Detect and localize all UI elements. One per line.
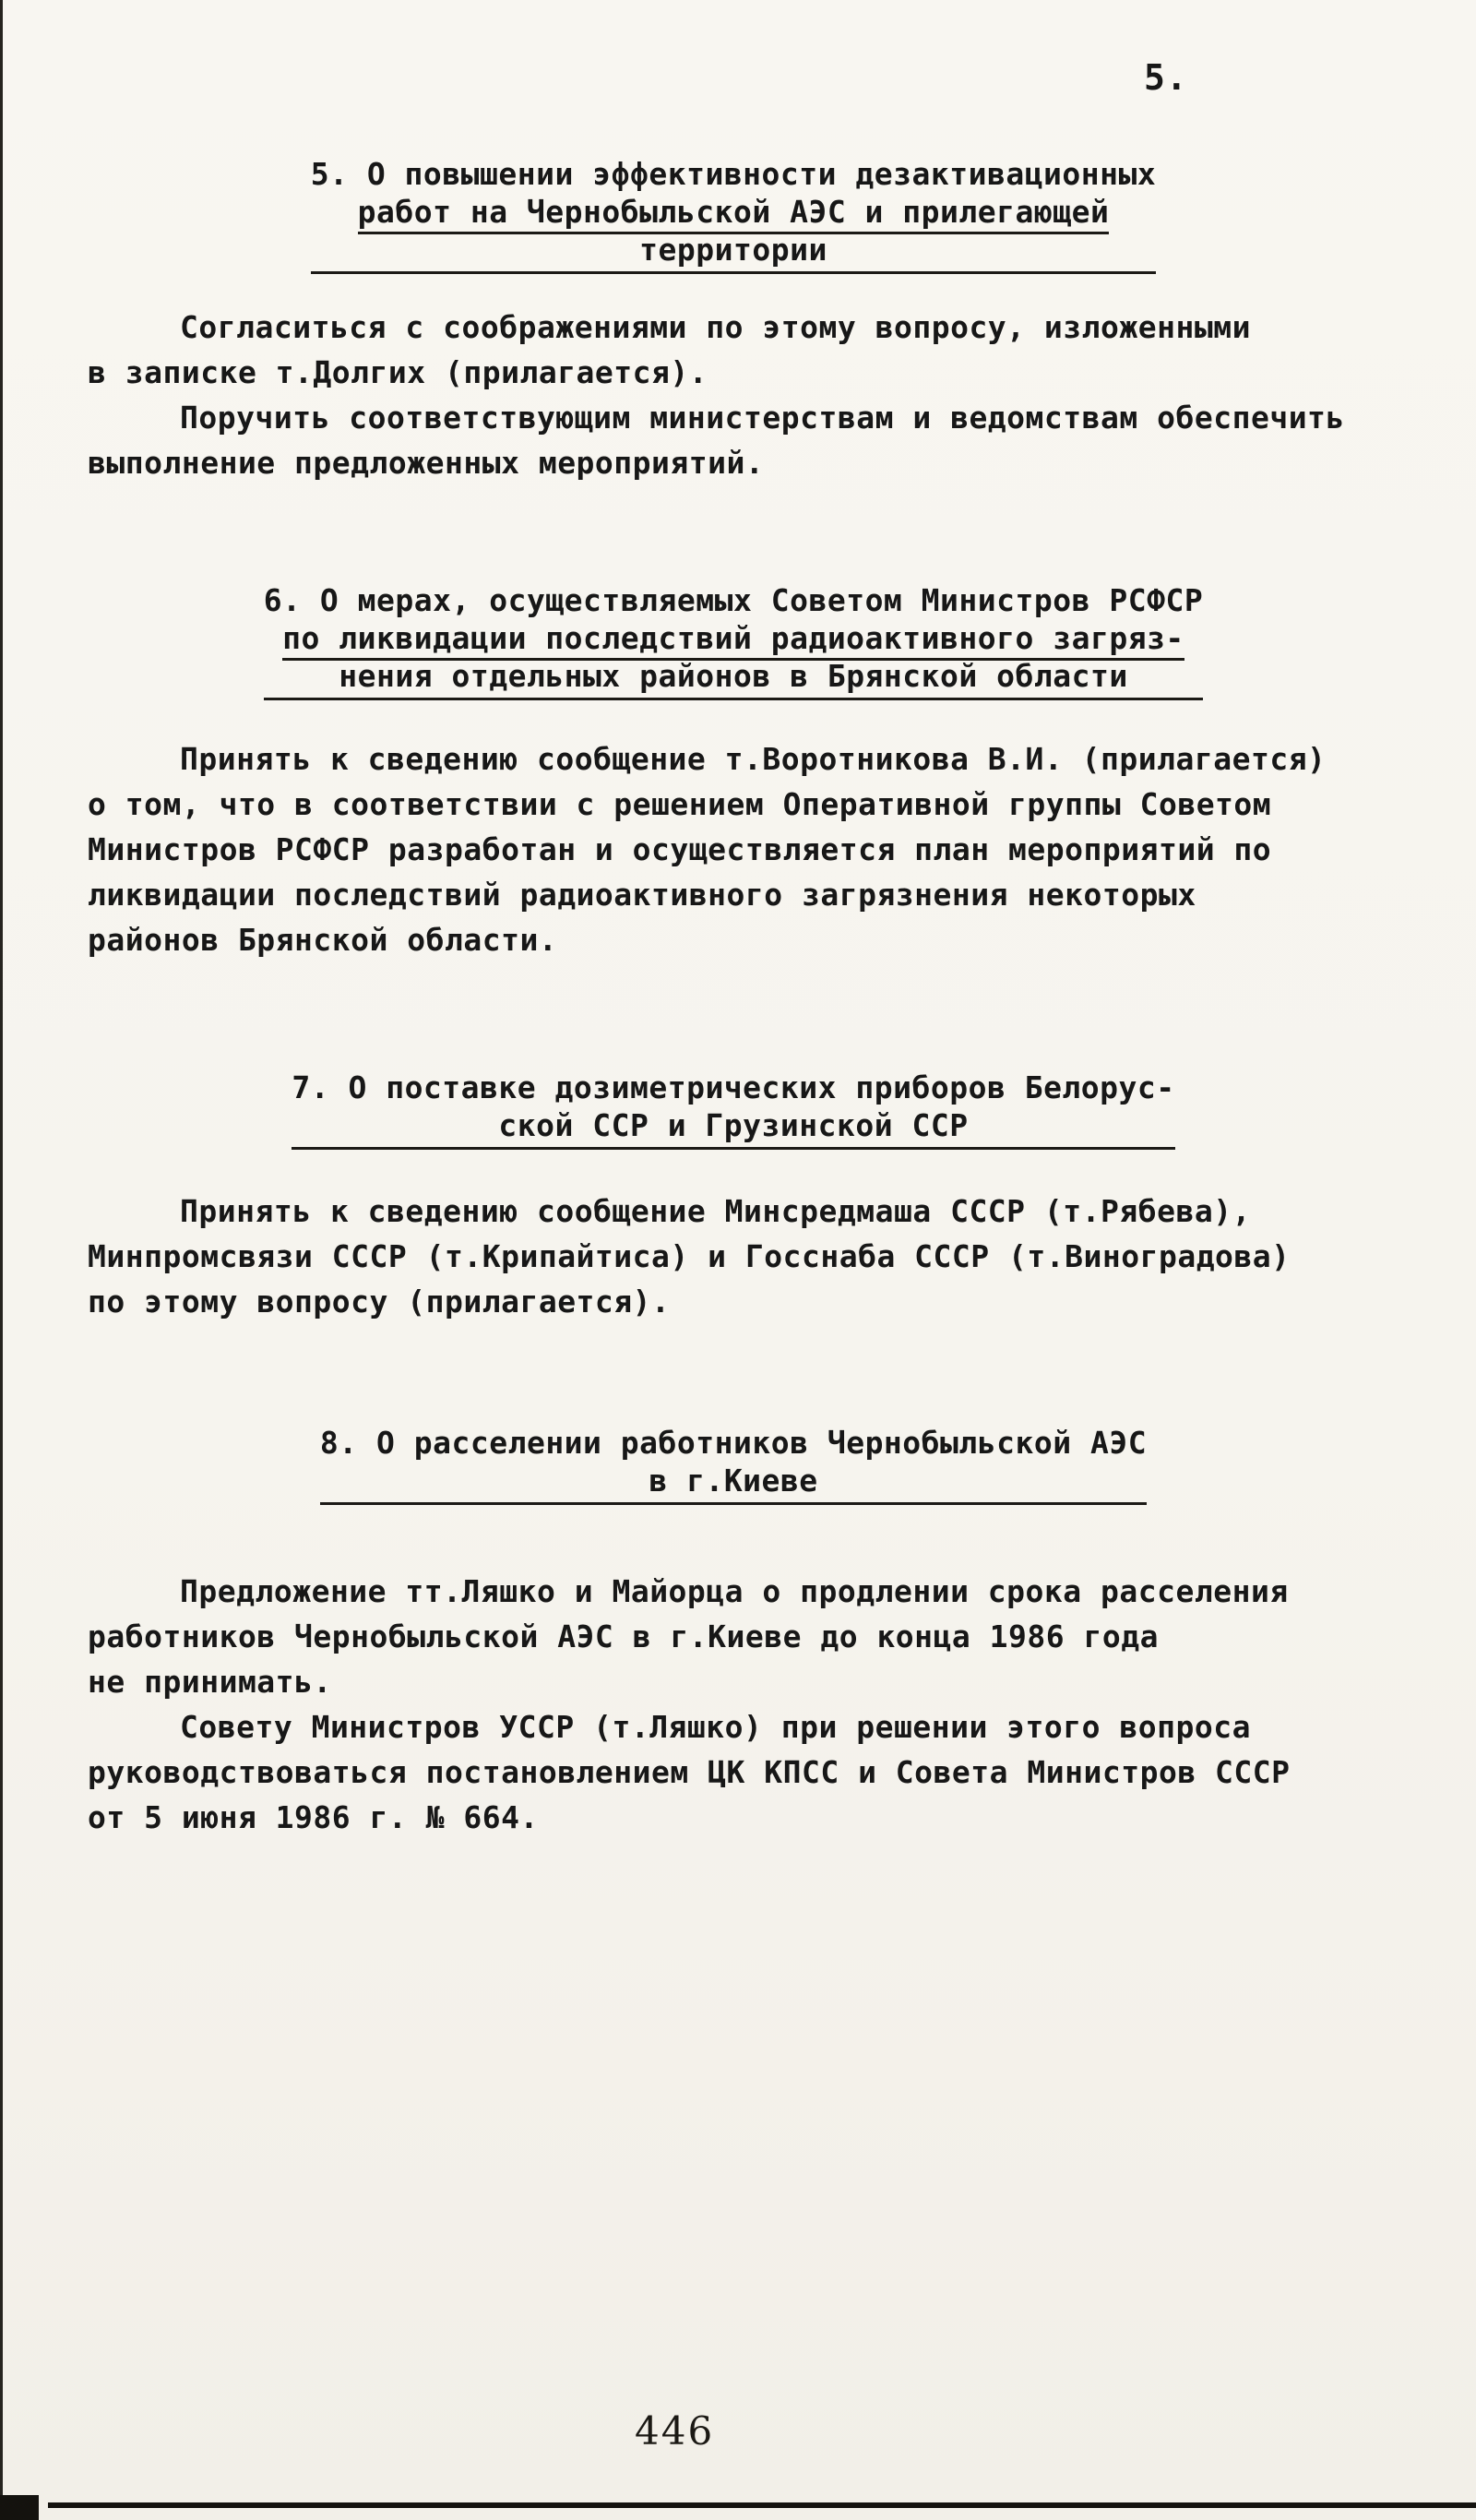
- paragraph: Согласиться с соображениями по этому вопросу, изложенными в записке т.Долгих (прилагается).: [88, 309, 1251, 390]
- heading-line: 7. О поставке дозиметрических приборов Белорус-: [292, 1069, 1175, 1105]
- paragraph: Совету Министров УССР (т.Ляшко) при решении этого вопроса руководствоваться постановлением ЦК КПСС и Совета Министров СССР от 5 июня 1986 г. № 664.: [88, 1709, 1291, 1835]
- heading-line-underlined: в г.Киеве: [320, 1462, 1147, 1505]
- section-8-heading: [0, 1424, 1467, 1505]
- heading-line-underlined: по ликвидации последствий радиоактивного загряз-: [282, 620, 1184, 661]
- paragraph: Принять к сведению сообщение т.Воротникова В.И. (прилагается) о том, что в соответствии с решением Оперативной группы Советом Министров РСФСР разработан и осуществляется план мероприятий по ликвидации последствий радиоактивного загрязнения некоторых районов Брянской области.: [88, 741, 1327, 958]
- paragraph: Предложение тт.Ляшко и Майорца о продлении срока расселения работников Чернобыльской АЭС в г.Киеве до конца 1986 года не принимать.: [88, 1573, 1289, 1700]
- scan-corner-bottom-left: [0, 2495, 39, 2520]
- scan-edge-left: [0, 0, 3, 2520]
- section-7-body: [88, 1188, 1407, 1324]
- heading-line-underlined: работ на Чернобыльской АЭС и прилегающей: [358, 194, 1110, 234]
- corner-page-number: 5.: [1144, 57, 1188, 98]
- section-8-body: [88, 1569, 1407, 1840]
- heading-line-underlined: территории: [311, 231, 1157, 274]
- heading-line-underlined: нения отдельных районов в Брянской области: [264, 657, 1203, 700]
- section-6-body: [88, 736, 1407, 962]
- heading-line: 8. О расселении работников Чернобыльской АЭС: [319, 1425, 1148, 1461]
- heading-line: 6. О мерах, осуществляемых Советом Министров РСФСР: [263, 582, 1204, 618]
- heading-line: 5. О повышении эффективности дезактивационных: [310, 156, 1157, 192]
- scan-edge-bottom: [48, 2502, 1476, 2508]
- section-6-heading: [0, 581, 1467, 700]
- section-7-heading: [0, 1069, 1467, 1150]
- heading-line-underlined: ской ССР и Грузинской ССР: [292, 1106, 1174, 1150]
- section-5-body: [88, 305, 1407, 485]
- paragraph: Поручить соответствующим министерствам и ведомствам обеспечить выполнение предложенных мероприятий.: [88, 400, 1345, 481]
- section-5-heading: [0, 155, 1467, 274]
- footer-page-number: 446: [635, 2408, 715, 2454]
- paragraph: Принять к сведению сообщение Минсредмаша СССР (т.Рябева), Минпромсвязи СССР (т.Крипайтиса) и Госснаба СССР (т.Виноградова) по этому вопросу (прилагается).: [88, 1193, 1291, 1320]
